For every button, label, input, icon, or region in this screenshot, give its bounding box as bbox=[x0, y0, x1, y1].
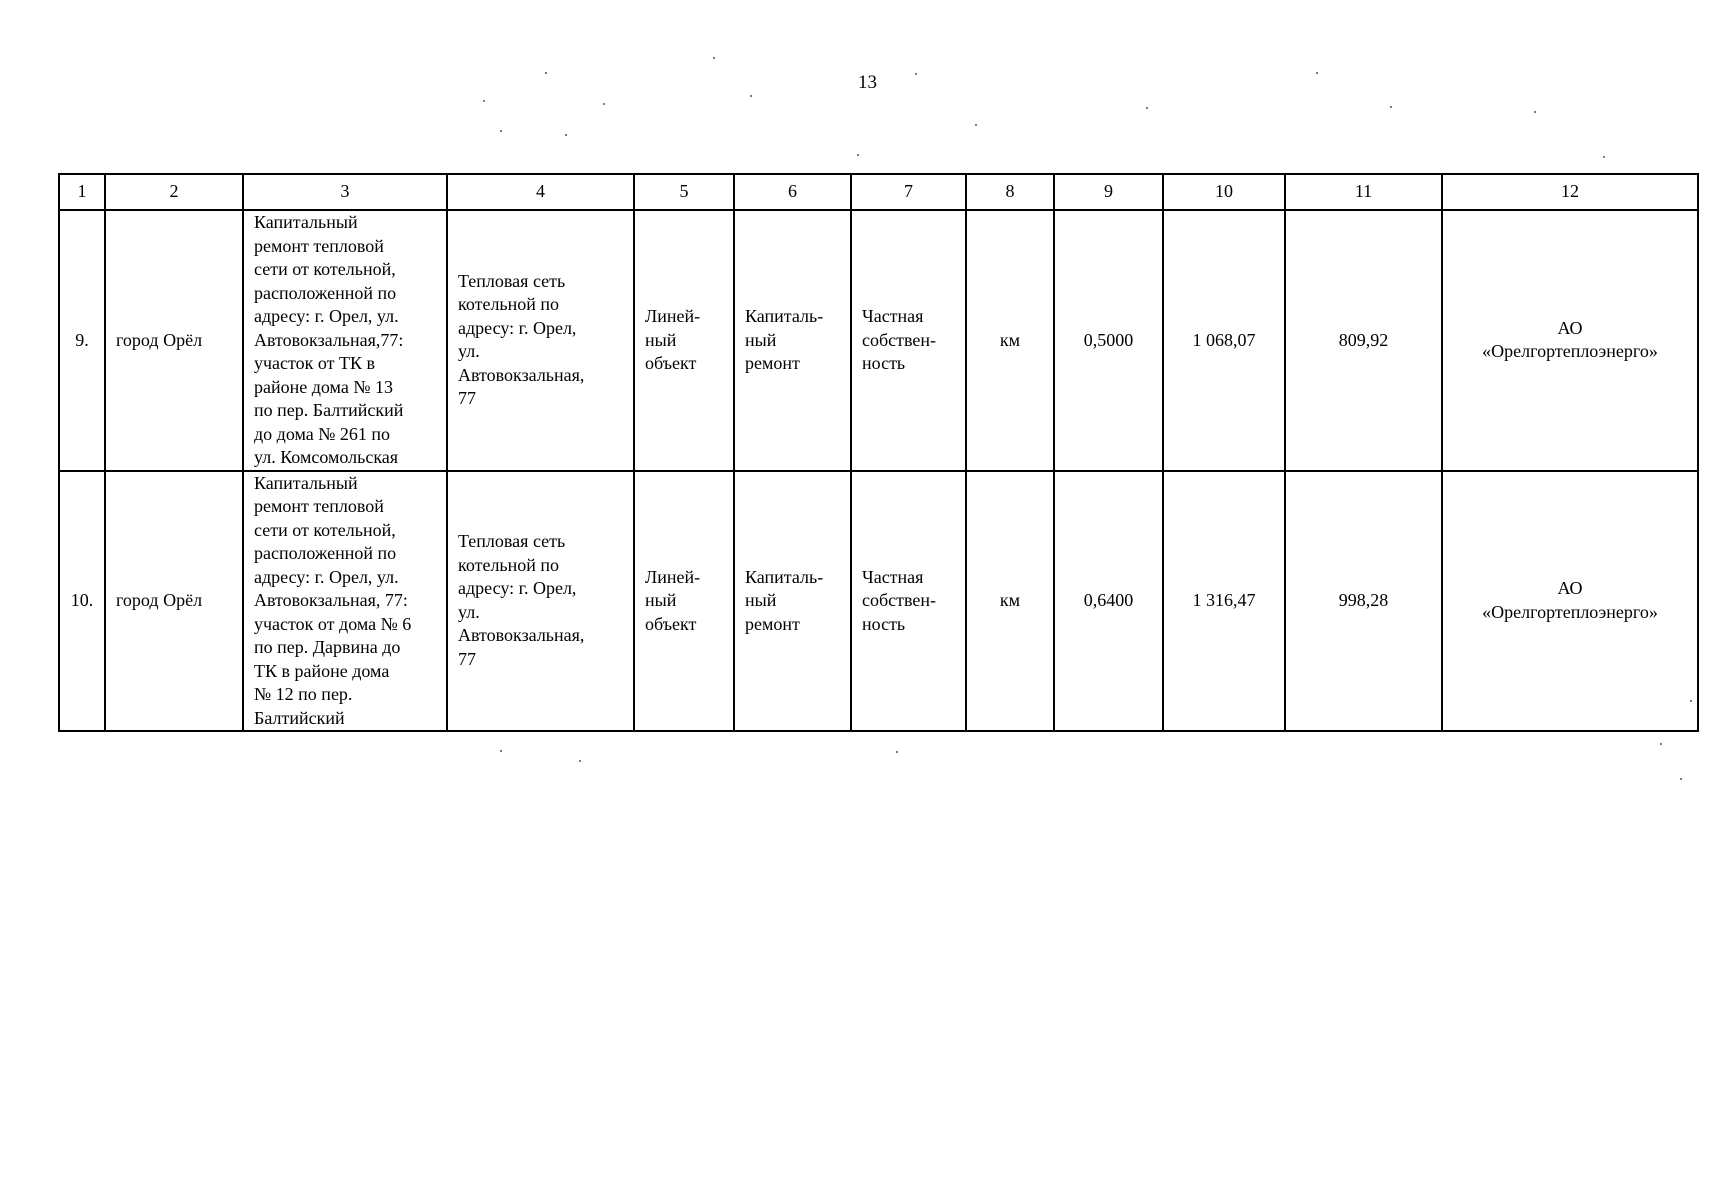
object-line: Тепловая сеть bbox=[458, 270, 566, 291]
header-cell: 1 bbox=[59, 174, 105, 210]
description-line: участок от дома № 6 bbox=[254, 613, 412, 634]
object-line: котельной по bbox=[458, 294, 560, 315]
scan-speck bbox=[579, 760, 581, 762]
header-cell: 12 bbox=[1442, 174, 1698, 210]
scan-speck bbox=[713, 57, 715, 59]
city-cell: город Орёл bbox=[105, 471, 243, 732]
ownership-line: ность bbox=[862, 613, 906, 634]
work-type-line: ремонт bbox=[745, 353, 800, 373]
header-cell: 6 bbox=[734, 174, 851, 210]
ownership-line: собствен- bbox=[862, 590, 937, 610]
header-cell: 4 bbox=[447, 174, 634, 210]
scan-speck bbox=[1603, 156, 1605, 158]
description-line: Капитальный bbox=[254, 472, 358, 493]
description-cell bbox=[243, 471, 447, 732]
table-row bbox=[59, 471, 1698, 732]
description-line: по пер. Дарвина до bbox=[254, 637, 401, 657]
work-type-line: ный bbox=[745, 590, 777, 610]
scan-speck bbox=[603, 103, 605, 105]
header-cell: 7 bbox=[851, 174, 966, 210]
ownership-cell bbox=[851, 471, 966, 732]
description-line: ремонт тепловой bbox=[254, 235, 384, 256]
scan-speck bbox=[1316, 72, 1318, 74]
description-line: ул. Комсомольская bbox=[254, 447, 399, 467]
description-line: ремонт тепловой bbox=[254, 496, 384, 516]
object-type-line: ный bbox=[645, 329, 677, 350]
description-line: ТК в районе дома bbox=[254, 660, 390, 681]
scan-speck bbox=[975, 124, 977, 126]
description-line: расположенной по bbox=[254, 543, 397, 563]
description-line: участок от ТК в bbox=[254, 353, 376, 373]
scan-speck bbox=[545, 72, 547, 74]
organization-line: АО bbox=[1557, 578, 1583, 599]
value-10-cell: 1 068,07 bbox=[1163, 210, 1285, 471]
description-line: сети от котельной, bbox=[254, 259, 396, 279]
header-cell: 2 bbox=[105, 174, 243, 210]
object-line: 77 bbox=[458, 648, 476, 669]
organization-line: «Орелгортеплоэнерго» bbox=[1482, 601, 1658, 622]
object-line: котельной по bbox=[458, 554, 560, 575]
ownership-line: ность bbox=[862, 353, 906, 373]
table-header-row bbox=[59, 174, 1698, 210]
object-type-line: объект bbox=[645, 353, 697, 373]
value-11-cell: 809,92 bbox=[1285, 210, 1442, 471]
scan-speck bbox=[1390, 106, 1392, 108]
unit-cell: км bbox=[966, 471, 1054, 732]
value-10-cell: 1 316,47 bbox=[1163, 471, 1285, 732]
scan-speck bbox=[896, 751, 898, 753]
description-line: адресу: г. Орел, ул. bbox=[254, 566, 399, 587]
description-line: по пер. Балтийский bbox=[254, 400, 404, 420]
description-line: сети от котельной, bbox=[254, 519, 396, 540]
row-number: 10. bbox=[59, 471, 105, 732]
object-line: Автовокзальная, bbox=[458, 364, 585, 385]
object-line: 77 bbox=[458, 388, 476, 409]
scan-speck bbox=[483, 100, 485, 102]
scan-speck bbox=[1146, 107, 1148, 109]
object-line: Тепловая сеть bbox=[458, 531, 566, 552]
scan-speck bbox=[857, 154, 859, 156]
ownership-line: собствен- bbox=[862, 329, 937, 350]
scan-speck bbox=[1680, 778, 1682, 780]
description-cell bbox=[243, 210, 447, 471]
works-table bbox=[58, 173, 1699, 732]
work-type-line: Капиталь- bbox=[745, 566, 824, 587]
description-line: Капитальный bbox=[254, 212, 358, 232]
row-number: 9. bbox=[59, 210, 105, 471]
object-type-line: объект bbox=[645, 613, 697, 634]
length-cell: 0,6400 bbox=[1054, 471, 1163, 732]
object-type-line: Линей- bbox=[645, 306, 701, 326]
page-number: 13 bbox=[858, 72, 877, 93]
work-type-cell bbox=[734, 210, 851, 471]
description-line: до дома № 261 по bbox=[254, 423, 391, 444]
header-cell: 5 bbox=[634, 174, 734, 210]
organization-line: АО bbox=[1557, 317, 1583, 338]
work-type-line: ремонт bbox=[745, 613, 800, 634]
scan-speck bbox=[500, 750, 502, 752]
object-cell bbox=[447, 471, 634, 732]
header-cell: 10 bbox=[1163, 174, 1285, 210]
header-cell: 3 bbox=[243, 174, 447, 210]
description-line: расположенной по bbox=[254, 282, 397, 303]
unit-cell: км bbox=[966, 210, 1054, 471]
ownership-cell bbox=[851, 210, 966, 471]
scan-speck bbox=[750, 95, 752, 97]
value-11-cell: 998,28 bbox=[1285, 471, 1442, 732]
header-cell: 11 bbox=[1285, 174, 1442, 210]
description-line: Автовокзальная,77: bbox=[254, 329, 404, 350]
scan-speck bbox=[915, 73, 917, 75]
description-line: адресу: г. Орел, ул. bbox=[254, 306, 399, 326]
object-line: адресу: г. Орел, bbox=[458, 578, 577, 599]
scan-speck bbox=[565, 134, 567, 136]
description-line: № 12 по пер. bbox=[254, 684, 353, 704]
ownership-line: Частная bbox=[862, 566, 924, 587]
scan-speck bbox=[1690, 700, 1692, 702]
object-line: ул. bbox=[458, 601, 480, 622]
object-line: Автовокзальная, bbox=[458, 625, 585, 646]
object-cell bbox=[447, 210, 634, 471]
description-line: Балтийский bbox=[254, 707, 345, 728]
organization-line: «Орелгортеплоэнерго» bbox=[1482, 341, 1658, 362]
description-line: Автовокзальная, 77: bbox=[254, 590, 408, 610]
scan-speck bbox=[1660, 743, 1662, 745]
object-line: ул. bbox=[458, 341, 480, 362]
work-type-line: ный bbox=[745, 329, 777, 350]
scan-speck bbox=[1534, 111, 1536, 113]
city-cell: город Орёл bbox=[105, 210, 243, 471]
object-type-cell bbox=[634, 471, 734, 732]
organization-cell bbox=[1442, 471, 1698, 732]
header-cell: 8 bbox=[966, 174, 1054, 210]
ownership-line: Частная bbox=[862, 306, 924, 326]
organization-cell bbox=[1442, 210, 1698, 471]
object-type-cell bbox=[634, 210, 734, 471]
scan-speck bbox=[500, 130, 502, 132]
description-line: районе дома № 13 bbox=[254, 376, 393, 397]
header-cell: 9 bbox=[1054, 174, 1163, 210]
object-type-line: Линей- bbox=[645, 566, 701, 587]
length-cell: 0,5000 bbox=[1054, 210, 1163, 471]
table-row bbox=[59, 210, 1698, 471]
object-type-line: ный bbox=[645, 590, 677, 610]
work-type-cell bbox=[734, 471, 851, 732]
work-type-line: Капиталь- bbox=[745, 306, 824, 326]
object-line: адресу: г. Орел, bbox=[458, 317, 577, 338]
